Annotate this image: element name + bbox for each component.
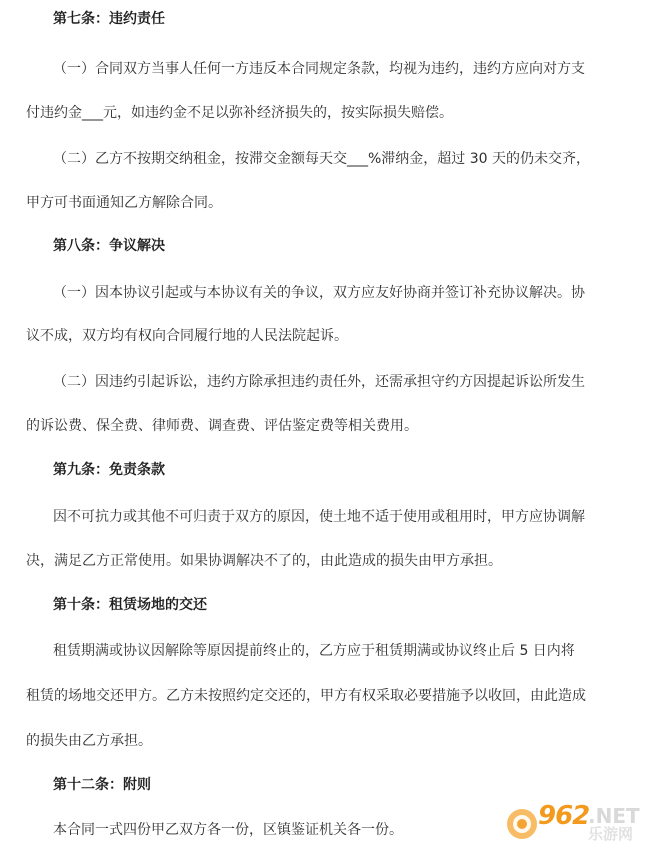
article-9-line-2: 决，满足乙方正常使用。如果协调解决不了的，由此造成的损失由甲方承担。 xyxy=(26,553,502,569)
article-7-line-4: 甲方可书面通知乙方解除合同。 xyxy=(26,195,222,211)
article-10-heading: 第十条：租赁场地的交还 xyxy=(53,597,207,613)
article-7-line-3: （二）乙方不按期交纳租金，按滞交金额每天交___%滞纳金，超过 30 天的仍未交齐， xyxy=(53,151,591,167)
article-9-heading: 第九条：免责条款 xyxy=(53,462,165,478)
article-7-heading: 第七条：违约责任 xyxy=(53,11,165,27)
site-watermark-logo xyxy=(504,802,644,846)
article-8-heading: 第八条：争议解决 xyxy=(53,238,165,254)
article-8-line-2: 议不成，双方均有权向合同履行地的人民法院起诉。 xyxy=(26,328,348,344)
article-7-line-1: （一）合同双方当事人任何一方违反本合同规定条款，均视为违约，违约方应向对方支 xyxy=(53,61,585,77)
article-12-heading: 第十二条：附则 xyxy=(53,777,151,793)
article-7-line-2: 付违约金___元，如违约金不足以弥补经济损失的，按实际损失赔偿。 xyxy=(26,105,453,121)
article-10-line-3: 的损失由乙方承担。 xyxy=(26,733,152,749)
article-10-line-1: 租赁期满或协议因解除等原因提前终止的，乙方应于租赁期满或协议终止后 5 日内将 xyxy=(53,643,575,659)
article-8-line-1: （一）因本协议引起或与本协议有关的争议，双方应友好协商并签订补充协议解决。协 xyxy=(53,285,585,301)
watermark-suffix: .NET xyxy=(588,804,640,828)
watermark-bubble-icon xyxy=(504,806,540,842)
article-8-line-4: 的诉讼费、保全费、律师费、调查费、评估鉴定费等相关费用。 xyxy=(26,418,418,434)
article-12-line-1: 本合同一式四份甲乙双方各一份，区镇鉴证机关各一份。 xyxy=(53,822,403,838)
article-8-line-3: （二）因违约引起诉讼，违约方除承担违约责任外，还需承担守约方因提起诉讼所发生 xyxy=(53,374,585,390)
watermark-site-name: 乐游网 xyxy=(588,825,634,843)
article-10-line-2: 租赁的场地交还甲方。乙方未按照约定交还的，甲方有权采取必要措施予以收回，由此造成 xyxy=(26,688,586,704)
watermark-number: 962 xyxy=(538,801,590,831)
article-9-line-1: 因不可抗力或其他不可归责于双方的原因，使土地不适于使用或租用时，甲方应协调解 xyxy=(53,509,585,525)
